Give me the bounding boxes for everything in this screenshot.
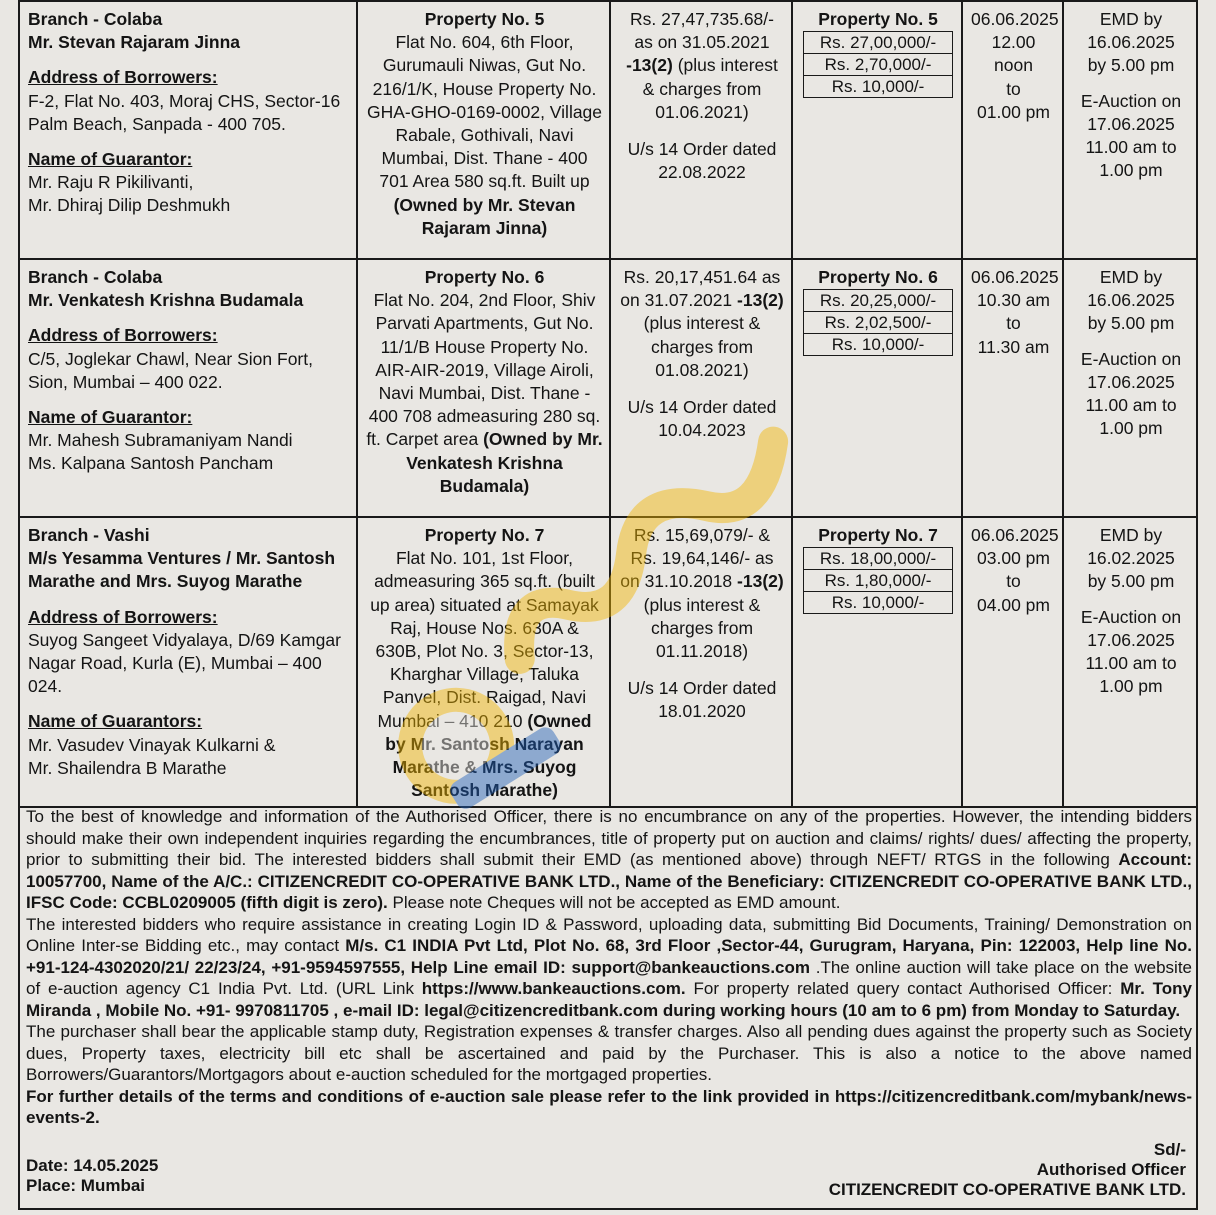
- dues-amount: Rs. 15,69,079/- & Rs. 19,64,146/- as on 31.10.2018: [620, 525, 774, 592]
- officer-title: Authorised Officer: [1036, 1160, 1186, 1179]
- property-owner: (Owned by Mr. Santosh Narayan Marathe & Mrs. Suyog Santosh Marathe): [385, 710, 592, 801]
- borrower-name: M/s Yesamma Ventures / Mr. Santosh Marathe and Mrs. Suyog Marathe: [28, 548, 336, 592]
- branch-name: Branch - Vashi: [28, 525, 150, 545]
- dues-note: (plus interest & charges from 01.08.2021): [643, 313, 761, 380]
- dues-cell: [610, 1, 792, 259]
- inspection-line: to: [1006, 78, 1021, 99]
- auction-line: 1.00 pm: [1099, 418, 1163, 439]
- dues-section: -13(2): [626, 55, 673, 76]
- auction-line: E-Auction on: [1080, 606, 1182, 627]
- inspection-line: 06.06.2025: [971, 267, 1059, 287]
- officer-contact: Mr. Tony Miranda , Mobile No. +91- 9970811705 , e-mail ID: legal@citizencreditbank.com during working hours (10 am to 6 pm) from Monday to Saturday.: [26, 979, 1192, 1020]
- emd-line: 16.02.2025: [1087, 548, 1175, 569]
- inspection-line: 10.30 am: [977, 290, 1050, 311]
- address-label: Address of Borrowers:: [28, 67, 218, 88]
- borrower-name: Mr. Stevan Rajaram Jinna: [28, 32, 241, 53]
- borrower-cell: [20, 517, 357, 807]
- notice-place: Place: Mumbai: [26, 1176, 146, 1195]
- reserve-value: Rs. 27,00,000/-: [804, 32, 953, 54]
- signature-mark: Sd/-: [1153, 1140, 1186, 1159]
- reserve-cell: [792, 517, 962, 807]
- address-label: Address of Borrowers:: [28, 606, 218, 627]
- guarantors-line: Mr. Mahesh Subramaniyam Nandi: [28, 430, 293, 451]
- borrower-address: Suyog Sangeet Vidyalaya, D/69 Kamgar Nagar Road, Kurla (E), Mumbai – 400 024.: [28, 629, 341, 697]
- emd-auction-cell: [1063, 517, 1196, 807]
- property-row: [20, 259, 1196, 517]
- order-date: U/s 14 Order dated 22.08.2022: [627, 139, 777, 183]
- dues-note: (plus interest & charges from 01.11.2018): [643, 594, 761, 662]
- emd-auction-cell: [1063, 259, 1196, 517]
- order-date: U/s 14 Order dated 10.04.2023: [627, 397, 777, 441]
- inspection-cell: [962, 1, 1063, 259]
- auction-line: 17.06.2025: [1087, 371, 1175, 392]
- property-description: Flat No. 204, 2nd Floor, Shiv Parvati Apartments, Gut No. 11/1/B House Property No. AIR-AIR-2019, Village Airoli, Navi Mumbai, Dist. Thane - 400 708 admeasuring 280 sq. ft. Carpet area: [366, 290, 601, 450]
- reserve-cell: [792, 259, 962, 517]
- reserve-title: Property No. 6: [818, 267, 938, 287]
- notes-paragraph-1: [26, 806, 1192, 914]
- notes-text: Please note Cheques will not be accepted as EMD amount.: [392, 893, 841, 912]
- borrower-name: Mr. Venkatesh Krishna Budamala: [28, 290, 304, 311]
- auction-line: 11.00 am to: [1085, 653, 1177, 674]
- property-cell: [357, 259, 610, 517]
- inspection-cell: [962, 517, 1063, 807]
- guarantors-line: Mr. Dhiraj Dilip Deshmukh: [28, 195, 231, 216]
- inspection-line: 11.30 am: [977, 336, 1050, 357]
- dues-amount: Rs. 27,47,735.68/- as on 31.05.2021: [630, 9, 774, 53]
- auction-url: https://www.bankeauctions.com.: [421, 979, 686, 998]
- emd-line: 16.06.2025: [1087, 290, 1175, 311]
- emd-line: 16.06.2025: [1087, 32, 1175, 53]
- dues-note: (plus interest & charges from 01.06.2021): [642, 55, 778, 122]
- reserve-value: Rs. 2,02,500/-: [804, 312, 953, 334]
- guarantor-label: Name of Guarantors:: [28, 711, 203, 732]
- guarantor-label: Name of Guarantor:: [28, 149, 193, 170]
- reserve-value: Rs. 18,00,000/-: [804, 548, 953, 570]
- notes-text: To the best of knowledge and information of the Authorised Officer, there is no encumbrance on any of the properties. However, the intending bidders should make their own independent inquiries regarding the encumbrances, title of property put on auction and claims/ rights/ dues/ affecting the property, prior to submitting their bid. The interested bidders shall submit their EMD (as mentioned above) through NEFT/ RTGS in the following: [26, 807, 1192, 869]
- property-row: [20, 1, 1196, 259]
- emd-auction-cell: [1063, 1, 1196, 259]
- auction-line: 1.00 pm: [1099, 676, 1163, 697]
- dues-section: -13(2): [737, 290, 784, 311]
- auction-line: E-Auction on: [1080, 90, 1182, 111]
- notes-text: .The online auction will take place on the website of e-auction agency C1 India Pvt. Ltd. (URL Link: [26, 957, 1192, 998]
- guarantors-line: Mr. Raju R Pikilivanti,: [28, 172, 194, 193]
- auction-line: 17.06.2025: [1087, 113, 1175, 134]
- guarantors-line: Ms. Kalpana Santosh Pancham: [28, 453, 274, 474]
- property-cell: [357, 517, 610, 807]
- inspection-line: to: [1006, 571, 1021, 592]
- reserve-title: Property No. 7: [818, 525, 938, 545]
- reserve-cell: [792, 1, 962, 259]
- property-table: [20, 0, 1196, 808]
- guarantors-line: Mr. Vasudev Vinayak Kulkarni &: [28, 734, 276, 755]
- signature-block: [829, 1140, 1186, 1200]
- inspection-line: 06.06.2025: [971, 525, 1059, 545]
- auction-line: 1.00 pm: [1099, 160, 1163, 181]
- borrower-cell: [20, 1, 357, 259]
- emd-line: by 5.00 pm: [1087, 313, 1175, 334]
- reserve-value: Rs. 20,25,000/-: [804, 290, 953, 312]
- inspection-line: 03.00 pm: [977, 548, 1050, 569]
- date-place: [26, 1156, 158, 1196]
- reserve-value: Rs. 10,000/-: [804, 76, 953, 98]
- notes-paragraph-2: [26, 914, 1192, 1022]
- bank-name: CITIZENCREDIT CO-OPERATIVE BANK LTD.: [828, 1180, 1186, 1199]
- terms-notes: [26, 806, 1192, 1129]
- branch-name: Branch - Colaba: [28, 267, 163, 287]
- property-owner: (Owned by Mr. Stevan Rajaram Jinna): [393, 194, 576, 238]
- inspection-line: 01.00 pm: [977, 101, 1050, 122]
- reserve-box: [803, 547, 953, 614]
- reserve-value: Rs. 10,000/-: [804, 592, 953, 614]
- emd-line: EMD by: [1099, 9, 1163, 29]
- borrower-address: C/5, Joglekar Chawl, Near Sion Fort, Sion, Mumbai – 400 022.: [28, 348, 313, 392]
- dues-cell: [610, 517, 792, 807]
- notes-paragraph-4: [26, 1086, 1192, 1129]
- property-row: [20, 517, 1196, 807]
- property-title: Property No. 7: [424, 525, 545, 545]
- notes-text: For property related query contact Authorised Officer:: [693, 979, 1113, 998]
- notes-paragraph-3: The purchaser shall bear the applicable stamp duty, Registration expenses & transfer charges. Also all pending dues against the property such as Society dues, Property taxes, electricity bill etc shall be ascertained and paid by the Purchaser. This is also a notice to the above named Borrowers/Guarantors/Mortgagors about e-auction scheduled for the mortgaged properties.: [26, 1022, 1192, 1084]
- inspection-cell: [962, 259, 1063, 517]
- reserve-title: Property No. 5: [818, 9, 938, 29]
- emd-line: EMD by: [1099, 267, 1163, 287]
- guarantor-label: Name of Guarantor:: [28, 407, 193, 428]
- reserve-box: [803, 289, 953, 356]
- auction-line: 11.00 am to: [1085, 395, 1177, 416]
- borrower-cell: [20, 259, 357, 517]
- property-cell: [357, 1, 610, 259]
- dues-section: -13(2): [737, 571, 784, 592]
- guarantors-line: Mr. Shailendra B Marathe: [28, 757, 227, 778]
- signoff: [26, 1140, 1192, 1206]
- auction-line: 17.06.2025: [1087, 629, 1175, 650]
- agency-contact: M/s. C1 INDIA Pvt Ltd, Plot No. 68, 3rd Floor ,Sector-44, Gurugram, Haryana, Pin: 122003, Help line No. +91-124-4302020/21/ 22/23/24, +91-9594597555, Help Line email ID: support@bankeauctions.com: [26, 936, 1192, 977]
- emd-line: by 5.00 pm: [1087, 571, 1175, 592]
- reserve-value: Rs. 2,70,000/-: [804, 54, 953, 76]
- inspection-line: 12.00 noon: [991, 32, 1036, 76]
- inspection-line: 06.06.2025: [971, 9, 1059, 29]
- emd-line: EMD by: [1099, 525, 1163, 545]
- emd-line: by 5.00 pm: [1087, 55, 1175, 76]
- terms-link-text: For further details of the terms and conditions of e-auction sale please refer to the link provided in https://citizencreditbank.com/mybank/news-events-2.: [26, 1086, 1192, 1127]
- auction-line: E-Auction on: [1080, 348, 1182, 369]
- bank-account-details: Account: 10057700, Name of the A/C.: CITIZENCREDIT CO-OPERATIVE BANK LTD., Name of the Beneficiary: CITIZENCREDIT CO-OPERATIVE BANK LTD., IFSC Code: CCBL0209005 (fifth digit is zero).: [26, 850, 1192, 912]
- notes-text: The interested bidders who require assistance in creating Login ID & Password, uploading data, submitting Bid Documents, Training/ Demonstration on Online Inter-se Bidding etc., may contact: [26, 914, 1192, 955]
- auction-line: 11.00 am to: [1085, 137, 1177, 158]
- branch-name: Branch - Colaba: [28, 9, 163, 29]
- order-date: U/s 14 Order dated 18.01.2020: [627, 678, 777, 722]
- reserve-value: Rs. 10,000/-: [804, 334, 953, 356]
- inspection-line: 04.00 pm: [977, 594, 1050, 615]
- reserve-value: Rs. 1,80,000/-: [804, 570, 953, 592]
- property-owner: (Owned by Mr. Venkatesh Krishna Budamala): [406, 429, 603, 496]
- property-description: Flat No. 101, 1st Floor, admeasuring 365 sq.ft. (built up area) situated at Samayak Raj, House Nos. 630A & 630B, Plot No. 3, Sector-13, Kharghar Village, Taluka Panvel, Dist. Raigad, Navi Mumbai – 410 210: [370, 548, 599, 731]
- inspection-line: to: [1006, 313, 1021, 334]
- property-description: Flat No. 604, 6th Floor, Gurumauli Niwas, Gut No. 216/1/K, House Property No. GHA-GHO-0169-0002, Village Rabale, Gothivali, Navi Mumbai, Dist. Thane - 400 701 Area 580 sq.ft. Built up: [366, 32, 603, 192]
- reserve-box: [803, 31, 953, 98]
- notice-date: Date: 14.05.2025: [26, 1156, 159, 1175]
- borrower-address: F-2, Flat No. 403, Moraj CHS, Sector-16 Palm Beach, Sanpada - 400 705.: [28, 90, 341, 134]
- address-label: Address of Borrowers:: [28, 325, 218, 346]
- property-title: Property No. 6: [424, 267, 545, 287]
- dues-cell: [610, 259, 792, 517]
- auction-notice: [18, 0, 1198, 1210]
- dues-amount: Rs. 20,17,451.64 as on 31.07.2021: [620, 267, 781, 311]
- property-title: Property No. 5: [424, 9, 545, 29]
